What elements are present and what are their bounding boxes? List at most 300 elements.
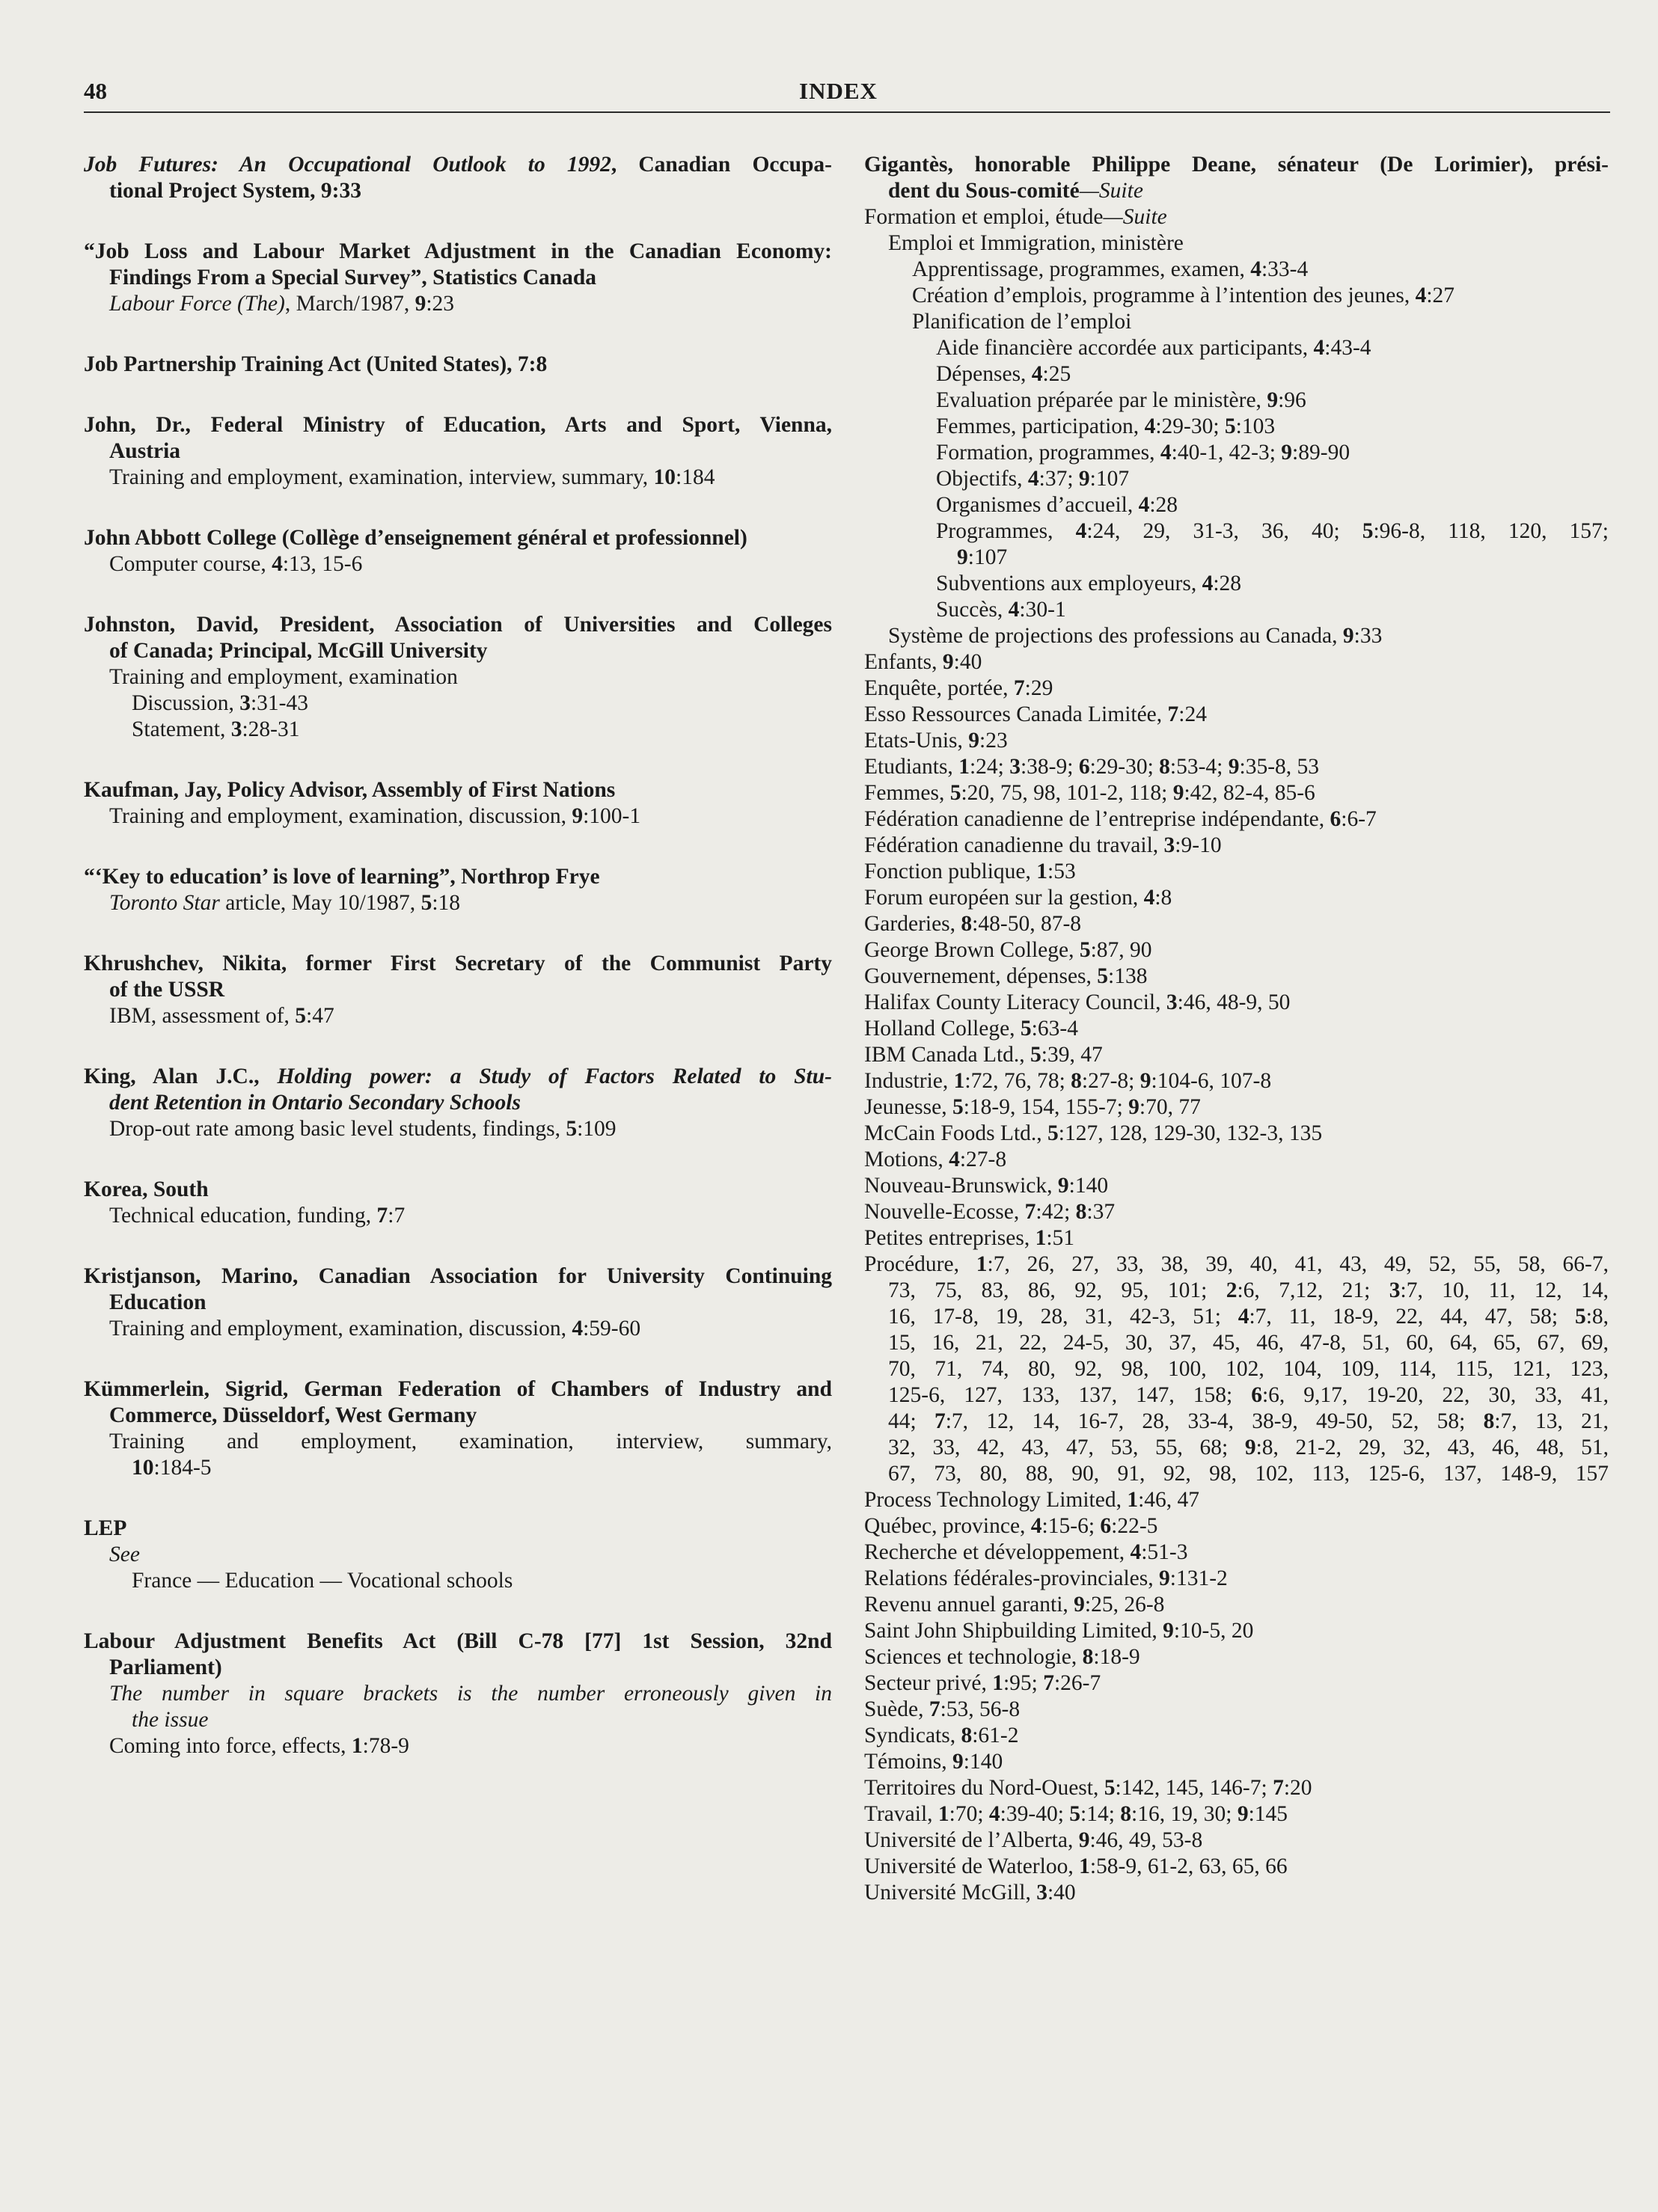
index-text: 9 (968, 729, 980, 753)
index-line (84, 777, 832, 803)
index-line (864, 1670, 1609, 1697)
index-text: Gigantès, honorable Philippe Deane, sénateur (De Lorimier), prési- (864, 153, 1609, 177)
index-text: :29-30; (1155, 414, 1225, 438)
index-line (864, 1801, 1609, 1827)
index-text: 8 (961, 1724, 973, 1747)
index-entry (84, 239, 832, 317)
index-text: :47 (306, 1004, 334, 1028)
index-text: 8 (1082, 1645, 1094, 1669)
index-text: :9-10 (1175, 833, 1222, 857)
index-text: :18-9 (1093, 1645, 1140, 1669)
index-text: :184-5 (153, 1456, 212, 1480)
index-text: 5 (1574, 1305, 1586, 1329)
index-text: 9 (1267, 388, 1279, 412)
index-line (864, 1854, 1609, 1880)
index-line (864, 1121, 1609, 1147)
index-text: 9 (1159, 1566, 1170, 1590)
index-text: :53 (1047, 860, 1076, 883)
index-line (864, 1566, 1609, 1592)
index-text: 5 (295, 1004, 307, 1028)
index-text: :37 (1086, 1200, 1116, 1224)
index-text: 5 (1097, 964, 1109, 988)
index-line (864, 178, 1609, 204)
index-text: Suède, (864, 1697, 929, 1721)
index-text: :107 (967, 545, 1008, 569)
index-text: Recherche et développement, (864, 1540, 1131, 1564)
index-line (864, 1330, 1609, 1356)
index-line (864, 335, 1609, 361)
index-line (84, 1568, 832, 1594)
index-text: Planification de l’emploi (912, 310, 1132, 334)
index-text: :51-3 (1141, 1540, 1188, 1564)
index-text: 4 (1138, 493, 1150, 517)
index-text: :33 (1353, 624, 1383, 648)
index-text: 1 (976, 1252, 988, 1276)
index-text: 4 (1031, 362, 1043, 386)
index-text: Sciences et technologie, (864, 1645, 1083, 1669)
index-text: Job Partnership Training Act (United States), 7:8 (84, 352, 548, 376)
index-text: :48-50, 87-8 (972, 912, 1082, 936)
index-text: Enfants, (864, 650, 943, 674)
index-entry (84, 352, 832, 378)
index-text: Fonction publique, (864, 860, 1037, 883)
index-line (84, 864, 832, 890)
index-text: :28-31 (242, 717, 300, 741)
index-entry (84, 1376, 832, 1481)
index-line (864, 414, 1609, 440)
index-text: Garderies, (864, 912, 961, 936)
index-entry (84, 1629, 832, 1759)
index-text: 125-6, 127, 133, 137, 147, 158; (888, 1383, 1252, 1407)
index-text: Training and employment, examination (109, 665, 458, 689)
index-text: LEP (84, 1516, 127, 1540)
index-text: :24 (1178, 702, 1207, 726)
index-text: 1 (958, 755, 970, 779)
index-text: 4 (1008, 598, 1020, 622)
index-text: Programmes, (936, 519, 1076, 543)
index-text: :10-5, 20 (1173, 1619, 1254, 1643)
index-text: Training and employment, examination, interview, summary, (109, 1430, 832, 1453)
index-text: :53-4; (1169, 755, 1229, 779)
index-line (84, 152, 832, 178)
index-text: :63-4 (1031, 1017, 1078, 1041)
index-text: IBM, assessment of, (109, 1004, 296, 1028)
index-line (84, 1733, 832, 1759)
index-text: :23 (979, 729, 1008, 753)
index-text: 7 (934, 1409, 946, 1433)
index-text: of Canada; Principal, McGill University (109, 639, 488, 663)
index-text: 73, 75, 83, 86, 92, 95, 101; (888, 1278, 1226, 1302)
index-text: Procédure, (864, 1252, 976, 1276)
index-line (864, 780, 1609, 806)
index-text: :42, 82-4, 85-6 (1184, 781, 1315, 805)
index-text: 16, 17-8, 19, 28, 31, 42-3, 51; (888, 1305, 1238, 1329)
index-line (864, 1173, 1609, 1199)
index-text: 7 (1024, 1200, 1036, 1224)
index-line (84, 412, 832, 438)
index-text: —Suite (1079, 179, 1143, 203)
index-text: 6 (1330, 807, 1342, 831)
index-text: Motions, (864, 1148, 949, 1171)
index-text: :30-1 (1019, 598, 1066, 622)
index-text: Création d’emplois, programme à l’intention des jeunes, (912, 284, 1416, 307)
index-text: Process Technology Limited, (864, 1488, 1128, 1512)
index-text: 4 (1130, 1540, 1142, 1564)
index-text: 4 (1202, 572, 1214, 595)
index-text: :53, 56-8 (940, 1697, 1021, 1721)
index-line (84, 551, 832, 577)
index-text: Territoires du Nord-Ouest, (864, 1776, 1104, 1800)
index-text: 8 (1075, 1200, 1087, 1224)
index-text: 1 (1035, 1226, 1047, 1250)
index-text: :140 (963, 1750, 1003, 1774)
index-entry (84, 864, 832, 916)
index-text: :8, (1585, 1305, 1609, 1329)
index-text: 9 (942, 650, 954, 674)
index-line (84, 465, 832, 491)
index-line (864, 833, 1609, 859)
index-line (864, 1016, 1609, 1042)
index-line (864, 963, 1609, 990)
index-text: “‘Key to education’ is love of learning”, Northrop Frye (84, 865, 600, 889)
index-line (864, 1618, 1609, 1644)
index-text: 3 (1036, 1881, 1047, 1905)
index-entry (84, 777, 832, 830)
index-text: 3 (1389, 1278, 1401, 1302)
index-text: 4 (1160, 441, 1172, 465)
index-line (84, 1542, 832, 1568)
index-text: Université de l’Alberta, (864, 1828, 1079, 1852)
index-entry (84, 1177, 832, 1229)
index-text: Halifax County Literacy Council, (864, 990, 1166, 1014)
index-text: 10 (653, 465, 676, 489)
index-text: IBM Canada Ltd., (864, 1043, 1031, 1067)
index-text: 8 (1159, 755, 1170, 779)
index-line (84, 690, 832, 717)
index-line (864, 1880, 1609, 1906)
index-text: Succès, (936, 598, 1009, 622)
index-text: :24, 29, 31-3, 36, 40; (1086, 519, 1362, 543)
index-text: :100-1 (583, 804, 641, 828)
index-text: :70; (949, 1802, 989, 1826)
index-text: :42; (1036, 1200, 1076, 1224)
index-line (84, 717, 832, 743)
index-text: 4 (272, 552, 283, 576)
index-text: 8 (1071, 1069, 1082, 1093)
index-text: :72, 76, 78; (964, 1069, 1071, 1093)
index-entry (84, 525, 832, 577)
index-text: 8 (1483, 1409, 1495, 1433)
index-line (84, 612, 832, 638)
index-text: Toronto Star (109, 891, 220, 915)
index-line (84, 803, 832, 830)
index-line (864, 675, 1609, 702)
index-text: Gouvernement, dépenses, (864, 964, 1098, 988)
index-text: :29 (1024, 676, 1053, 700)
index-text: —Suite (1103, 205, 1167, 229)
index-line (864, 1749, 1609, 1775)
index-text: :127, 128, 129-30, 132-3, 135 (1058, 1121, 1323, 1145)
index-entry (84, 1263, 832, 1342)
index-line (84, 1376, 832, 1403)
index-text: Université McGill, (864, 1881, 1037, 1905)
index-text: 15, 16, 21, 22, 24-5, 30, 37, 45, 46, 47-8, 51, 60, 64, 65, 67, 69, (888, 1331, 1609, 1355)
index-text: Findings From a Special Survey”, Statistics Canada (109, 266, 596, 289)
index-text: Job Futures: An Occupational Outlook to 1992 (84, 153, 611, 177)
index-line (84, 1263, 832, 1290)
index-line (864, 1042, 1609, 1068)
index-text: dent du Sous-comité (888, 179, 1080, 203)
index-text: :35-8, 53 (1239, 755, 1320, 779)
index-text: 10 (132, 1456, 154, 1480)
index-text: :138 (1108, 964, 1148, 988)
index-text: Enquête, portée, (864, 676, 1014, 700)
index-text: Nouvelle-Ecosse, (864, 1200, 1025, 1224)
index-text: :18-9, 154, 155-7; (963, 1095, 1129, 1119)
index-line (84, 1403, 832, 1429)
index-text: :7, 10, 11, 12, 14, (1400, 1278, 1609, 1302)
index-text: :46, 49, 53-8 (1089, 1828, 1203, 1852)
index-text: Drop-out rate among basic level students, findings, (109, 1117, 566, 1141)
index-text: 1 (937, 1802, 949, 1826)
index-line (84, 352, 832, 378)
index-text: Femmes, participation, (936, 414, 1145, 438)
index-text: Travail, (864, 1802, 938, 1826)
index-text: Labour Force (The) (109, 292, 285, 316)
index-text: Etudiants, (864, 755, 959, 779)
index-text: 9 (957, 545, 968, 569)
index-text: :33-4 (1261, 257, 1309, 281)
index-text: Technical education, funding, (109, 1204, 377, 1228)
index-text: Holland College, (864, 1017, 1021, 1041)
index-line (84, 525, 832, 551)
index-text: 5 (1069, 1802, 1081, 1826)
index-line (864, 806, 1609, 833)
index-text: 9 (1172, 781, 1184, 805)
index-text: Formation et emploi, étude (864, 205, 1104, 229)
index-text: 1 (992, 1671, 1003, 1695)
index-line (864, 1513, 1609, 1539)
index-text: :107 (1089, 467, 1130, 491)
index-text: 1 (1036, 860, 1048, 883)
index-text: :14; (1080, 1802, 1121, 1826)
index-text: 5 (949, 781, 961, 805)
index-line (84, 1290, 832, 1316)
index-text: Forum européen sur la gestion, (864, 886, 1144, 910)
index-text: 9 (1281, 441, 1293, 465)
index-line (864, 1827, 1609, 1854)
index-text: Apprentissage, programmes, examen, (912, 257, 1251, 281)
index-text: Femmes, (864, 781, 950, 805)
index-text: 3 (1166, 990, 1178, 1014)
index-text: Khrushchev, Nikita, former First Secretary of the Communist Party (84, 952, 832, 975)
index-line (864, 754, 1609, 780)
index-text: Commerce, Düsseldorf, West Germany (109, 1403, 477, 1427)
index-text: Relations fédérales-provinciales, (864, 1566, 1160, 1590)
index-text: :40 (953, 650, 982, 674)
index-text: :8, 21-2, 29, 32, 43, 46, 48, 51, (1255, 1436, 1609, 1459)
index-line (84, 291, 832, 317)
index-text: 9 (1057, 1174, 1069, 1198)
index-text: John, Dr., Federal Ministry of Education, Arts and Sport, Vienna, (84, 413, 832, 437)
index-text: 4 (1030, 1514, 1042, 1538)
index-text: 6 (1251, 1383, 1262, 1407)
index-text: Parliament) (109, 1655, 222, 1679)
index-line (864, 440, 1609, 466)
index-text: 5 (1047, 1121, 1059, 1145)
index-text: :51 (1046, 1226, 1075, 1250)
index-line (84, 664, 832, 690)
index-line (864, 1094, 1609, 1121)
index-text: :7, 13, 21, (1494, 1409, 1609, 1433)
index-line (864, 728, 1609, 754)
index-line (864, 1356, 1609, 1382)
index-line (84, 1455, 832, 1481)
index-text: 1 (1079, 1854, 1090, 1878)
index-text: Secteur privé, (864, 1671, 993, 1695)
index-text: 9 (1244, 1436, 1256, 1459)
index-line (864, 466, 1609, 492)
index-line (864, 990, 1609, 1016)
index-text: Education (109, 1290, 207, 1314)
index-entry (84, 1516, 832, 1594)
index-text: 1 (1127, 1488, 1139, 1512)
index-text: King, Alan J.C., (84, 1064, 278, 1088)
index-text: 4 (988, 1802, 1000, 1826)
index-text: Petites entreprises, (864, 1226, 1036, 1250)
index-text: 2 (1226, 1278, 1238, 1302)
index-text: :6, 9,17, 19-20, 22, 30, 33, 41, (1261, 1383, 1609, 1407)
index-line (84, 1429, 832, 1455)
index-text: 9 (572, 804, 584, 828)
index-text: the issue (132, 1708, 209, 1732)
index-line (864, 702, 1609, 728)
index-text: :27-8; (1081, 1069, 1140, 1093)
index-line (864, 1382, 1609, 1409)
index-text: France — Education — Vocational schools (132, 1569, 513, 1593)
index-text: :59-60 (583, 1317, 641, 1341)
index-text: 8 (1120, 1802, 1132, 1826)
index-text: :40 (1047, 1881, 1076, 1905)
index-text: 7 (1043, 1671, 1054, 1695)
index-text: :142, 145, 146-7; (1115, 1776, 1273, 1800)
index-line (864, 1199, 1609, 1225)
index-text: 5 (1104, 1776, 1116, 1800)
index-line (84, 1681, 832, 1707)
index-line (84, 239, 832, 265)
index-text: George Brown College, (864, 938, 1080, 962)
index-text: :109 (577, 1117, 617, 1141)
index-text: 9 (1163, 1619, 1174, 1643)
index-line (84, 638, 832, 664)
index-line (864, 1723, 1609, 1749)
index-text: 5 (566, 1117, 578, 1141)
index-line (84, 1316, 832, 1342)
index-text: Training and employment, examination, interview, summary, (109, 465, 654, 489)
index-text: Organismes d’accueil, (936, 493, 1139, 517)
index-text: 4 (1415, 284, 1427, 307)
index-line (84, 1655, 832, 1681)
left-index-column (84, 152, 832, 1794)
index-line (84, 1090, 832, 1116)
index-text: of the USSR (109, 978, 225, 1002)
index-entry (84, 412, 832, 491)
index-text: Université de Waterloo, (864, 1854, 1080, 1878)
index-line (84, 438, 832, 465)
index-line (84, 890, 832, 916)
index-text: :61-2 (972, 1724, 1019, 1747)
index-text: 1 (953, 1069, 965, 1093)
index-text: 7 (1167, 702, 1179, 726)
index-text: 67, 73, 80, 88, 90, 91, 92, 98, 102, 113, 125-6, 137, 148-9, 157 (888, 1462, 1609, 1486)
index-text: The number in square brackets is the number erroneously given in (109, 1682, 832, 1706)
index-entry (84, 951, 832, 1029)
index-line (864, 1304, 1609, 1330)
index-text: 5 (1362, 519, 1374, 543)
index-entry (84, 152, 832, 204)
index-text: :27 (1426, 284, 1455, 307)
index-text: 9 (1074, 1593, 1085, 1617)
index-text: Kristjanson, Marino, Canadian Association for University Continuing (84, 1264, 832, 1288)
index-text: 4 (1075, 519, 1087, 543)
index-line (864, 937, 1609, 963)
index-text: :16, 19, 30; (1131, 1802, 1238, 1826)
index-text: 9 (1078, 467, 1090, 491)
index-text: 32, 33, 42, 43, 47, 53, 55, 68; (888, 1436, 1245, 1459)
index-line (864, 545, 1609, 571)
index-text: :22-5 (1111, 1514, 1158, 1538)
index-text: , March/1987, (284, 292, 415, 316)
index-text: :46, 47 (1138, 1488, 1200, 1512)
index-line (84, 1203, 832, 1229)
index-text: :7, 11, 18-9, 22, 44, 47, 58; (1249, 1305, 1575, 1329)
index-text: :13, 15-6 (282, 552, 363, 576)
index-text: Computer course, (109, 552, 272, 576)
index-text: :131-2 (1169, 1566, 1228, 1590)
index-text: :37; (1038, 467, 1079, 491)
index-text: :7 (388, 1204, 406, 1228)
index-text: :28 (1213, 572, 1242, 595)
index-text: 9 (952, 1750, 964, 1774)
index-text: :24; (969, 755, 1010, 779)
index-line (864, 859, 1609, 885)
index-text: 8 (961, 912, 973, 936)
index-text: :46, 48-9, 50 (1177, 990, 1291, 1014)
index-line (864, 309, 1609, 335)
index-text: 9 (1228, 755, 1240, 779)
index-text: article, May 10/1987, (219, 891, 421, 915)
index-text: Témoins, (864, 1750, 952, 1774)
index-line (864, 230, 1609, 257)
index-text: dent Retention in Ontario Secondary Schools (109, 1091, 521, 1115)
index-text: Emploi et Immigration, ministère (888, 231, 1184, 255)
index-text: Kaufman, Jay, Policy Advisor, Assembly of First Nations (84, 778, 616, 802)
index-line (864, 492, 1609, 518)
index-text: :31-43 (250, 691, 309, 715)
index-text: Kümmerlein, Sigrid, German Federation of Chambers of Industry and (84, 1377, 832, 1401)
index-text: 1 (351, 1734, 363, 1758)
index-line (864, 283, 1609, 309)
index-line (864, 1225, 1609, 1251)
index-line (864, 1278, 1609, 1304)
index-text: Coming into force, effects, (109, 1734, 352, 1758)
index-text: 4 (1144, 414, 1156, 438)
index-text: 5 (1079, 938, 1091, 962)
index-text: 3 (1009, 755, 1021, 779)
index-entry (84, 1064, 832, 1142)
index-text: :40-1, 42-3; (1171, 441, 1282, 465)
index-line (864, 1592, 1609, 1618)
